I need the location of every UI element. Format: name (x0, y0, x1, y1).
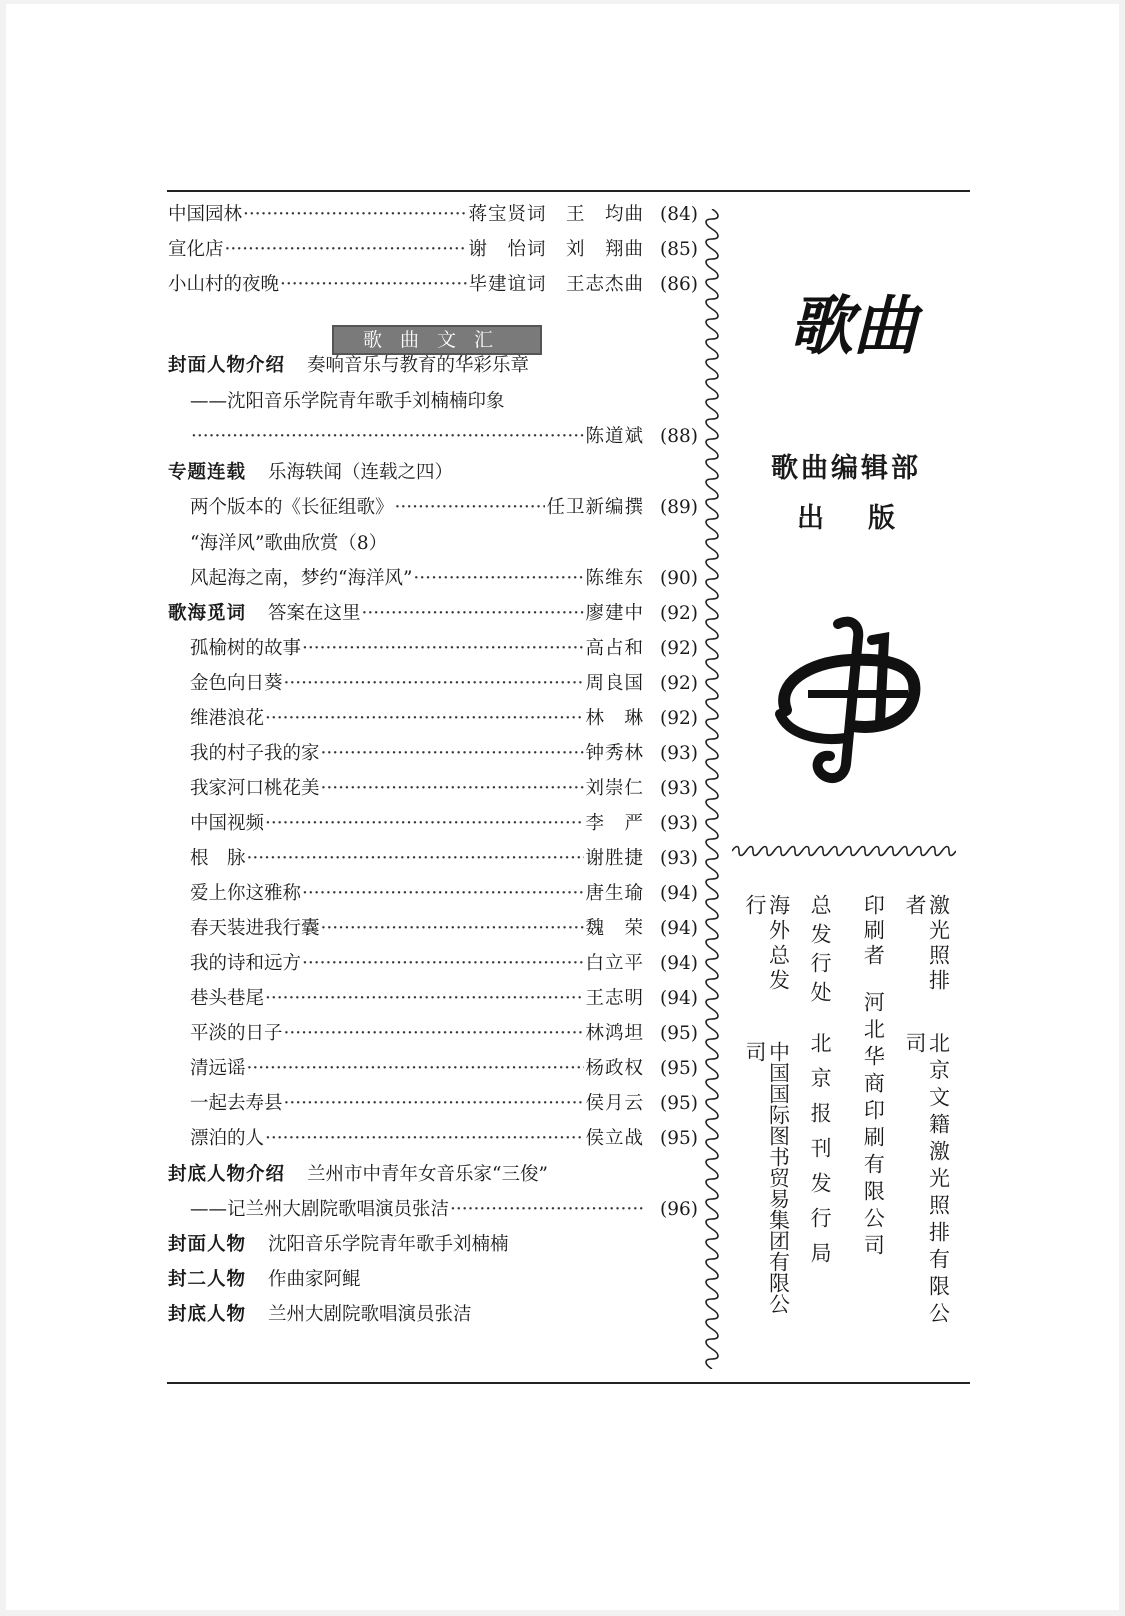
toc-page-number: (92) (660, 638, 698, 659)
toc-title: 金色向日葵 (190, 673, 283, 694)
toc-title: 兰州大剧院歌唱演员张洁 (268, 1304, 472, 1325)
leader-dots (243, 200, 467, 230)
toc-page-number: (95) (660, 1093, 698, 1114)
toc-row (168, 809, 698, 839)
toc-category: 歌海觅词 (168, 603, 247, 624)
toc-page-number: (92) (660, 603, 698, 624)
leader-dots (302, 949, 584, 979)
toc-credit: 杨政权 (585, 1058, 644, 1079)
leader-dots (265, 809, 584, 839)
leader-dots (321, 774, 585, 804)
leader-dots (265, 704, 584, 734)
toc-title: 宣化店 (168, 239, 224, 260)
toc-title: 沈阳音乐学院青年歌手刘楠楠 (268, 1234, 509, 1255)
toc-row (168, 458, 698, 488)
toc-page-number: (94) (660, 953, 698, 974)
toc-row (168, 1089, 698, 1119)
toc-row (168, 235, 698, 265)
toc-title: 乐海轶闻（连载之四） (268, 462, 454, 483)
credit-role: 海外总发行 (743, 894, 791, 994)
leader-dots (265, 1124, 584, 1154)
toc-page-number: (94) (660, 883, 698, 904)
toc-title: 巷头巷尾 (190, 988, 265, 1009)
toc-title: 作曲家阿鲲 (268, 1269, 361, 1290)
publisher-name: 歌曲编辑部 (771, 453, 921, 484)
leader-dots (302, 879, 584, 909)
toc-credit: 陈道斌 (585, 426, 644, 447)
toc-title: 一起去寿县 (190, 1093, 283, 1114)
toc-row (168, 387, 698, 417)
toc-row (168, 1019, 698, 1049)
credit-column (902, 894, 951, 1334)
toc-row (168, 270, 698, 300)
toc-row (168, 564, 698, 594)
leader-dots (247, 1054, 585, 1084)
toc-title: 中国视频 (190, 813, 265, 834)
toc-row (168, 351, 698, 381)
toc-credit: 钟秀林 (585, 743, 644, 764)
toc-row (168, 984, 698, 1014)
svg-text:歌曲: 歌曲 (789, 289, 917, 364)
toc-title: 奏响音乐与教育的华彩乐章 (307, 355, 530, 376)
toc-page-number: (93) (660, 778, 698, 799)
toc-title: 根 脉 (190, 848, 246, 869)
leader-dots (321, 914, 585, 944)
toc-row (168, 1054, 698, 1084)
toc-page-number: (84) (660, 204, 698, 225)
toc-row (168, 422, 698, 452)
credit-organization: 河北华商印刷有限公司 (861, 991, 886, 1261)
toc-page-number: (95) (660, 1128, 698, 1149)
toc-page-number: (88) (660, 426, 698, 447)
toc-page-number: (93) (660, 813, 698, 834)
toc-category: 封底人物 (168, 1304, 247, 1325)
toc-credit: 林 琳 (585, 708, 644, 729)
toc-title: 答案在这里 (268, 603, 361, 624)
toc-title: 清远谣 (190, 1058, 246, 1079)
toc-row (168, 774, 698, 804)
toc-row (168, 704, 698, 734)
toc-row (168, 493, 698, 523)
leader-dots (450, 1195, 643, 1225)
credit-role: 激光照排者 (902, 894, 951, 994)
toc-page-number: (92) (660, 673, 698, 694)
toc-title: “海洋风”歌曲欣赏（8） (190, 533, 388, 554)
toc-credit: 王志明 (585, 988, 644, 1009)
credit-organization: 北京文籍激光照排有限公司 (902, 1032, 951, 1330)
toc-row (168, 200, 698, 230)
toc-row (168, 1160, 698, 1190)
toc-row (168, 634, 698, 664)
leader-dots (284, 669, 585, 699)
toc-row (168, 739, 698, 769)
wavy-divider (703, 209, 721, 1369)
toc-credit: 廖建中 (585, 603, 644, 624)
toc-row (168, 949, 698, 979)
toc-category: 封面人物 (168, 1234, 247, 1255)
toc-title: 春天装进我行囊 (190, 918, 320, 939)
credit-role: 总发行处 (808, 894, 833, 1010)
toc-title: 维港浪花 (190, 708, 265, 729)
toc-credit: 白立平 (585, 953, 644, 974)
leader-dots (284, 1089, 585, 1119)
toc-credit: 高占和 (585, 638, 644, 659)
toc-credit: 毕建谊词 王志杰曲 (468, 274, 644, 295)
top-rule (167, 190, 970, 192)
toc-row (168, 1300, 698, 1330)
toc-page-number: (95) (660, 1058, 698, 1079)
toc-page-number: (85) (660, 239, 698, 260)
toc-category: 封二人物 (168, 1269, 247, 1290)
toc-page-number: (95) (660, 1023, 698, 1044)
toc-title: ——沈阳音乐学院青年歌手刘楠楠印象 (190, 391, 505, 412)
publisher (746, 444, 946, 544)
leader-dots (191, 422, 584, 452)
toc-page-number: (93) (660, 848, 698, 869)
leader-dots (225, 235, 468, 265)
publisher-action: 出版 (797, 503, 939, 534)
credit-column (743, 894, 791, 1334)
page (6, 4, 1119, 1610)
toc-title: 平淡的日子 (190, 1023, 283, 1044)
toc-page-number: (94) (660, 918, 698, 939)
toc-category: 封面人物介绍 (168, 355, 286, 376)
leader-dots (321, 739, 585, 769)
toc-credit: 蒋宝贤词 王 均曲 (468, 204, 644, 225)
toc-credit: 侯立战 (585, 1128, 644, 1149)
toc-row (168, 599, 698, 629)
leader-dots (302, 634, 584, 664)
toc-title: 我家河口桃花美 (190, 778, 320, 799)
toc-page-number: (89) (660, 497, 698, 518)
imprint-credits (743, 894, 951, 1334)
toc-row (168, 914, 698, 944)
toc-credit: 魏 荣 (585, 918, 644, 939)
toc-page-number: (93) (660, 743, 698, 764)
credit-organization: 北京报刊发行局 (808, 1032, 833, 1277)
toc-title: 风起海之南，梦约“海洋风” (190, 568, 413, 589)
toc-credit: 谢 怡词 刘 翔曲 (468, 239, 644, 260)
toc-row (168, 1265, 698, 1295)
toc-credit: 周良国 (585, 673, 644, 694)
toc-credit: 林鸿坦 (585, 1023, 644, 1044)
toc-title: 我的村子我的家 (190, 743, 320, 764)
toc-credit: 李 严 (585, 813, 644, 834)
leader-dots (284, 1019, 585, 1049)
toc-title: 兰州市中青年女音乐家“三俊” (307, 1164, 548, 1185)
toc-title: 小山村的夜晚 (168, 274, 280, 295)
credit-column (853, 894, 893, 1334)
credit-role: 印刷者 (861, 894, 886, 969)
toc-title: 中国园林 (168, 204, 243, 225)
leader-dots (395, 493, 546, 523)
wavy-line (732, 847, 956, 856)
toc-title: 两个版本的《长征组歌》 (190, 497, 394, 518)
toc-title: 漂泊的人 (190, 1128, 265, 1149)
toc-page-number: (94) (660, 988, 698, 1009)
toc-credit: 唐生瑜 (585, 883, 644, 904)
toc-credit: 陈维东 (585, 568, 644, 589)
toc-row (168, 1124, 698, 1154)
leader-dots (247, 844, 585, 874)
wavy-separator (732, 844, 956, 858)
toc-page-number: (92) (660, 708, 698, 729)
bottom-rule (167, 1382, 970, 1384)
leader-dots (362, 599, 585, 629)
masthead-logo (758, 286, 948, 366)
credit-column (799, 894, 839, 1334)
toc-title: 我的诗和远方 (190, 953, 302, 974)
toc-credit: 任卫新编撰 (546, 497, 644, 518)
toc-title: 孤榆树的故事 (190, 638, 302, 659)
section-banner: 歌曲文汇 (332, 325, 542, 355)
toc-credit: 刘崇仁 (585, 778, 644, 799)
leader-dots (280, 270, 467, 300)
toc-page-number: (96) (660, 1199, 698, 1220)
toc-row (168, 1195, 698, 1225)
toc-row (168, 1230, 698, 1260)
toc-page-number: (90) (660, 568, 698, 589)
wavy-line (706, 209, 718, 1369)
toc-page-number: (86) (660, 274, 698, 295)
toc-credit: 谢胜捷 (585, 848, 644, 869)
toc-row (168, 844, 698, 874)
credit-organization: 中国国际图书贸易集团有限公司 (743, 1040, 791, 1314)
toc-credit: 侯月云 (585, 1093, 644, 1114)
toc-category: 专题连载 (168, 462, 247, 483)
leader-dots (265, 984, 584, 1014)
toc-row (168, 879, 698, 909)
toc-title: ——记兰州大剧院歌唱演员张洁 (190, 1199, 450, 1220)
toc-title: 爱上你这雅称 (190, 883, 302, 904)
toc-row (168, 669, 698, 699)
toc-row (168, 529, 698, 559)
leader-dots (413, 564, 584, 594)
music-emblem-icon (768, 614, 928, 784)
toc-category: 封底人物介绍 (168, 1164, 286, 1185)
